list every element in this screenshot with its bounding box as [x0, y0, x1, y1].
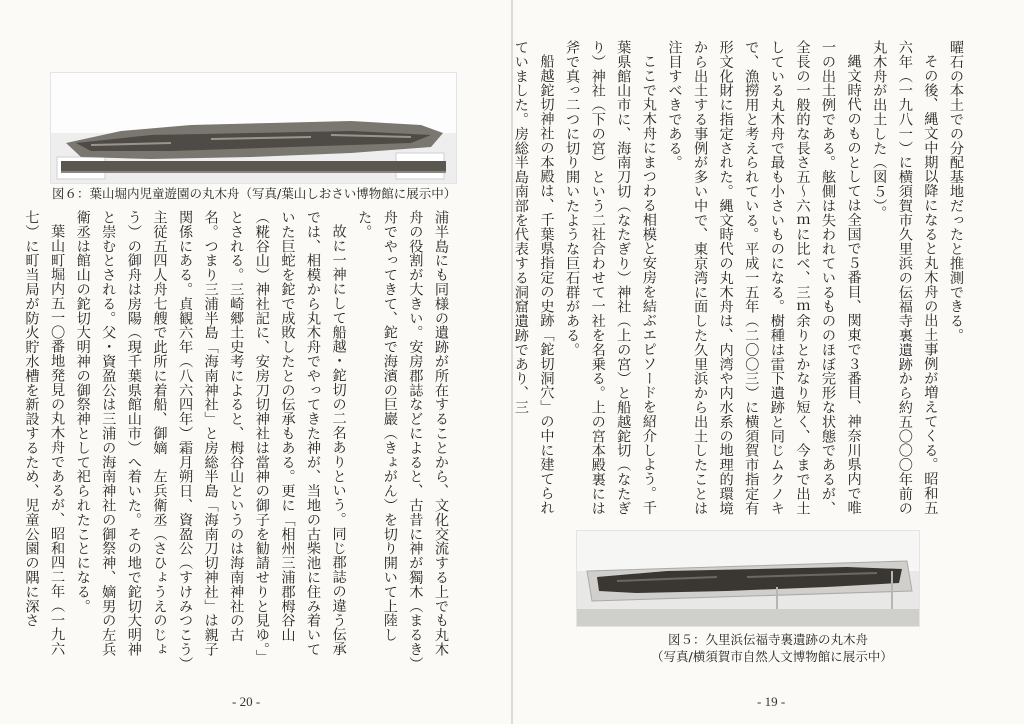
page-number-left: - 20 -: [232, 694, 261, 709]
right-page-body-text: [512, 40, 968, 520]
left-paragraph-3: 葉山町堀内五一〇番地発見の丸木舟であるが、昭和四二年（一九六七）に町当局が防火貯水槽を新設するため、児童公園の隅に深さ: [23, 210, 66, 657]
canoe-photo-illustration: [577, 531, 919, 626]
right-paragraph-4: ここで丸木舟にまつわる相模と安房を結ぶエピソードを紹介しよう。千葉県館山市に、海南刀切（なたぎり）神社（上の宮）と船越鉈切（なたぎり）神社（下の宮）という二社合わせて一社を名乗る。上の宮本殿裏には斧で真っ二つに切り開いたような巨石群がある。: [564, 40, 657, 516]
left-paragraph-2: 故に一神にして船越・鉈切の二名ありという。同じ郡誌の違う伝承では、相模から丸木舟でやってきた神が、当地の古柴池に住み着いていた巨蛇を鉈で成敗したとの伝承もある。更に「相州三浦郡栂谷山（糀谷山）神社記に、安房刀切神社は當神の御子を勧請せりと見ゆ。」とされる。三崎郷土史考によると、栂谷山というのは海南神社の古名。つまり三浦半島「海南神社」と房総半島「海南刀切神社」は親子関係にある。貞観六年（八六四年）霜月朔日、資盈公（すけみつこう）主従五四人舟七艘で此所に着船、御嫡 左兵衛丞（さひょうえのじょう）の御舟は房陽（現千葉県館山市）へ着いた。その地で鉈切大明神と崇むとされる。父・資盈公は三浦の海南神社の御祭神、嫡男の左兵衛丞は館山の鉈切大明神の御祭神として祀られたことになる。: [74, 210, 347, 664]
right-page: [513, 0, 1024, 724]
canoe-photo-illustration: [51, 73, 456, 183]
figure-5-photo: [576, 530, 920, 627]
figure-6-photo: [50, 72, 457, 184]
left-paragraph-1: 浦半島にも同様の遺跡が所在することから、文化交流する上でも丸木舟の役割が大きい。安房郡誌などによると、古昔に神が獨木（まるき）舟でやってきて、鉈で海濱の巨巖（きょがん）を切り開いて上陸した。: [356, 210, 449, 664]
figure-6-caption: 図６：葉山堀内児童遊園の丸木舟（写真/葉山しおさい博物館に展示中）: [52, 186, 457, 201]
figure-5-caption-line1: 図５：久里浜伝福寺裏遺跡の丸木舟: [668, 632, 869, 647]
figure-5-caption-line2: （写真/横須賀市自然人文博物館に展示中）: [651, 649, 893, 664]
left-page-body-text: [23, 210, 453, 670]
right-paragraph-1: 曜石の本土での分配基地だったと推測できる。: [948, 40, 964, 343]
right-paragraph-3: 縄文時代のものとしては全国で５番目、関東で３番目、神奈川県内で唯一の出土例である。舷側は失われているもののほぼ完形な状態であるが、全長の一般的な長さ五～六ｍに比べ、三ｍ余りとかなり短く、今まで出土している丸木舟で最も小さいものになる。樹種は雷下遺跡と同じムクノキで、漁撈用と考えられている。平成一五年（二〇〇三）に横須賀市指定有形文化財に指定された。縄文時代の丸木舟は、内湾や内水系の地理的環境から出土する事例が多い中で、東京湾に面した久里浜から出土したことは注目すべきである。: [666, 40, 862, 516]
right-paragraph-5: 船越鉈切神社の本殿は、千葉県指定の史跡「鉈切洞穴」の中に建てられていました。房総半島南部を代表する洞窟遺跡であり、三: [512, 40, 555, 515]
left-page: [0, 0, 511, 724]
right-paragraph-2: その後、縄文中期以降になると丸木舟の出土事例が増えてくる。昭和五六年（一九八一）に横須賀市久里浜の伝福寺裏遺跡から約五〇〇〇年前の丸木舟が出土した（図５）。: [871, 40, 939, 516]
page-number-right: - 19 -: [757, 694, 786, 709]
